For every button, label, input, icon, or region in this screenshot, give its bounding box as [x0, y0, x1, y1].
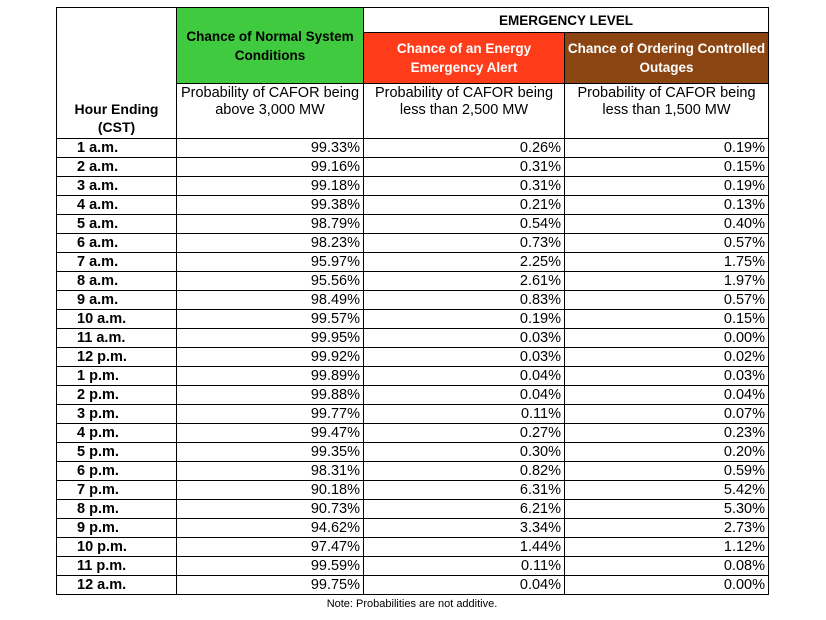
table-row [57, 234, 769, 253]
hour-cell: 1 p.m. [57, 367, 177, 386]
hour-cell: 2 a.m. [57, 158, 177, 177]
table-row [57, 310, 769, 329]
normal-probability-cell: 99.33% [177, 139, 364, 158]
eea-probability-cell: 0.04% [364, 386, 565, 405]
hour-cell: 9 p.m. [57, 519, 177, 538]
outage-probability-cell: 0.04% [565, 386, 769, 405]
eea-probability-cell: 0.31% [364, 177, 565, 196]
outage-probability-cell: 1.97% [565, 272, 769, 291]
normal-probability-cell: 99.38% [177, 196, 364, 215]
table-row [57, 139, 769, 158]
hour-cell: 8 a.m. [57, 272, 177, 291]
table-row [57, 443, 769, 462]
eea-probability-cell: 0.54% [364, 215, 565, 234]
table-row [57, 386, 769, 405]
eea-probability-cell: 3.34% [364, 519, 565, 538]
table-row [57, 462, 769, 481]
hour-cell: 3 a.m. [57, 177, 177, 196]
hour-cell: 12 p.m. [57, 348, 177, 367]
hour-cell: 2 p.m. [57, 386, 177, 405]
table-row [57, 519, 769, 538]
eea-probability-cell: 0.83% [364, 291, 565, 310]
outage-probability-cell: 0.13% [565, 196, 769, 215]
outage-probability-cell: 0.15% [565, 310, 769, 329]
eea-probability-cell: 0.03% [364, 348, 565, 367]
outage-probability-cell: 0.20% [565, 443, 769, 462]
normal-probability-cell: 94.62% [177, 519, 364, 538]
hour-cell: 5 a.m. [57, 215, 177, 234]
outage-probability-cell: 0.57% [565, 234, 769, 253]
table-row [57, 253, 769, 272]
table-row [57, 291, 769, 310]
normal-probability-cell: 99.92% [177, 348, 364, 367]
controlled-outages-header: Chance of Ordering Controlled Outages [565, 33, 769, 84]
eea-probability-cell: 0.82% [364, 462, 565, 481]
eea-probability-cell: 2.61% [364, 272, 565, 291]
hour-cell: 3 p.m. [57, 405, 177, 424]
normal-probability-cell: 99.16% [177, 158, 364, 177]
eea-probability-cell: 0.73% [364, 234, 565, 253]
eea-probability-cell: 6.21% [364, 500, 565, 519]
eea-probability-cell: 2.25% [364, 253, 565, 272]
normal-probability-cell: 99.77% [177, 405, 364, 424]
table-row [57, 424, 769, 443]
table-row [57, 538, 769, 557]
outage-probability-cell: 5.30% [565, 500, 769, 519]
eea-probability-cell: 0.31% [364, 158, 565, 177]
eea-probability-cell: 0.19% [364, 310, 565, 329]
normal-conditions-header: Chance of Normal System Conditions [177, 8, 364, 84]
eea-probability-cell: 0.04% [364, 367, 565, 386]
outage-probability-cell: 0.15% [565, 158, 769, 177]
table-row [57, 348, 769, 367]
hour-cell: 8 p.m. [57, 500, 177, 519]
hour-cell: 4 a.m. [57, 196, 177, 215]
normal-probability-cell: 97.47% [177, 538, 364, 557]
normal-probability-cell: 99.89% [177, 367, 364, 386]
outage-probability-cell: 0.57% [565, 291, 769, 310]
table-row [57, 329, 769, 348]
hour-cell: 7 p.m. [57, 481, 177, 500]
outage-probability-cell: 0.02% [565, 348, 769, 367]
outage-probability-cell: 0.08% [565, 557, 769, 576]
normal-probability-cell: 99.75% [177, 576, 364, 595]
eea-probability-cell: 0.30% [364, 443, 565, 462]
hour-cell: 6 a.m. [57, 234, 177, 253]
eea-probability-cell: 0.11% [364, 405, 565, 424]
eea-probability-cell: 1.44% [364, 538, 565, 557]
outage-probability-cell: 0.59% [565, 462, 769, 481]
table-row [57, 576, 769, 595]
normal-probability-cell: 99.47% [177, 424, 364, 443]
outage-probability-cell: 5.42% [565, 481, 769, 500]
hour-cell: 1 a.m. [57, 139, 177, 158]
normal-probability-cell: 98.79% [177, 215, 364, 234]
footnote: Note: Probabilities are not additive. [326, 598, 498, 610]
table-body [57, 139, 769, 595]
normal-probability-cell: 98.31% [177, 462, 364, 481]
outage-probability-cell: 0.19% [565, 139, 769, 158]
normal-probability-cell: 95.56% [177, 272, 364, 291]
outage-probability-cell: 0.07% [565, 405, 769, 424]
normal-probability-cell: 99.35% [177, 443, 364, 462]
normal-probability-cell: 99.59% [177, 557, 364, 576]
table-row [57, 367, 769, 386]
normal-probability-cell: 98.49% [177, 291, 364, 310]
outage-probability-cell: 1.75% [565, 253, 769, 272]
outage-probability-cell: 2.73% [565, 519, 769, 538]
normal-probability-cell: 99.95% [177, 329, 364, 348]
normal-probability-cell: 99.18% [177, 177, 364, 196]
outage-probability-cell: 1.12% [565, 538, 769, 557]
normal-probability-cell: 99.88% [177, 386, 364, 405]
eea-probability-cell: 0.26% [364, 139, 565, 158]
hour-cell: 10 p.m. [57, 538, 177, 557]
eea-probability-cell: 0.03% [364, 329, 565, 348]
outage-probability-cell: 0.00% [565, 576, 769, 595]
table-row [57, 500, 769, 519]
eea-probability-cell: 0.21% [364, 196, 565, 215]
eea-probability-cell: 0.04% [364, 576, 565, 595]
hour-cell: 11 a.m. [57, 329, 177, 348]
emergency-level-header: EMERGENCY LEVEL [364, 8, 769, 33]
table-row [57, 215, 769, 234]
normal-description: Probability of CAFOR being above 3,000 MW [177, 84, 364, 139]
outage-probability-cell: 0.00% [565, 329, 769, 348]
table-row [57, 196, 769, 215]
normal-probability-cell: 98.23% [177, 234, 364, 253]
table-row [57, 481, 769, 500]
eea-description: Probability of CAFOR being less than 2,500 MW [364, 84, 565, 139]
eea-probability-cell: 0.27% [364, 424, 565, 443]
outage-probability-cell: 0.40% [565, 215, 769, 234]
outage-description: Probability of CAFOR being less than 1,500 MW [565, 84, 769, 139]
table-row [57, 405, 769, 424]
table-row [57, 158, 769, 177]
hour-cell: 10 a.m. [57, 310, 177, 329]
eea-probability-cell: 0.11% [364, 557, 565, 576]
outage-probability-cell: 0.03% [565, 367, 769, 386]
normal-probability-cell: 90.73% [177, 500, 364, 519]
table-row [57, 272, 769, 291]
hour-cell: 6 p.m. [57, 462, 177, 481]
outage-probability-cell: 0.19% [565, 177, 769, 196]
hour-cell: 7 a.m. [57, 253, 177, 272]
hour-ending-header: Hour Ending (CST) [57, 8, 177, 139]
hour-cell: 4 p.m. [57, 424, 177, 443]
hour-cell: 5 p.m. [57, 443, 177, 462]
normal-probability-cell: 90.18% [177, 481, 364, 500]
hour-cell: 11 p.m. [57, 557, 177, 576]
energy-emergency-alert-header: Chance of an Energy Emergency Alert [364, 33, 565, 84]
table-row [57, 557, 769, 576]
hour-cell: 9 a.m. [57, 291, 177, 310]
hour-cell: 12 a.m. [57, 576, 177, 595]
eea-probability-cell: 6.31% [364, 481, 565, 500]
normal-probability-cell: 95.97% [177, 253, 364, 272]
table-row [57, 177, 769, 196]
normal-probability-cell: 99.57% [177, 310, 364, 329]
outage-probability-cell: 0.23% [565, 424, 769, 443]
probability-table [56, 7, 769, 595]
